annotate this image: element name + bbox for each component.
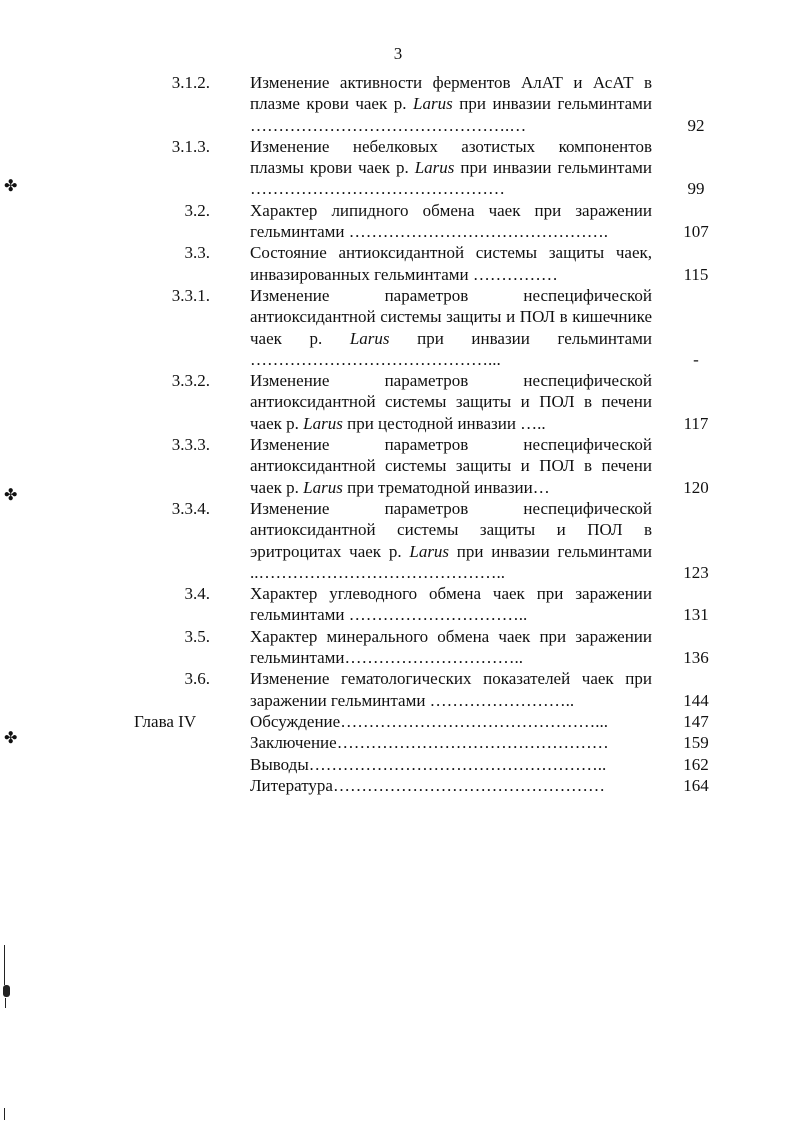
scan-edge-blot bbox=[3, 985, 10, 997]
toc-entry bbox=[0, 200, 796, 243]
toc-entry bbox=[0, 242, 796, 285]
toc-entry-title: Обсуждение………………………………………... bbox=[250, 711, 608, 731]
toc-entry bbox=[0, 732, 796, 753]
toc-entry bbox=[0, 583, 796, 626]
scan-edge-line bbox=[5, 998, 6, 1008]
toc-entry-title: Выводы…………………………………………….. bbox=[250, 754, 607, 774]
toc-entry-title: Заключение………………………………………… bbox=[250, 733, 609, 753]
toc-entry bbox=[0, 370, 796, 434]
toc-entry-number: 3.3.2. bbox=[171, 371, 210, 391]
toc-entry-number: 3.4. bbox=[184, 584, 210, 604]
toc-entry bbox=[0, 72, 796, 136]
toc-entry bbox=[0, 498, 796, 583]
toc-entry bbox=[0, 626, 796, 669]
table-of-contents bbox=[0, 72, 796, 796]
toc-entry-page: 164 bbox=[683, 775, 709, 795]
toc-entry-number: 3.1.2. bbox=[171, 73, 210, 92]
toc-entry-page: 131 bbox=[683, 605, 709, 625]
toc-entry-page: 136 bbox=[683, 648, 709, 668]
toc-entry-title: Изменение параметров неспецифической антиоксидантной системы защиты и ПОЛ в печени чаек р. Larus при трематодной инвазии… bbox=[250, 435, 652, 497]
toc-entry-number: 3.6. bbox=[184, 669, 210, 689]
toc-entry-page: 117 bbox=[683, 413, 709, 433]
toc-entry-number: 3.2. bbox=[184, 200, 210, 220]
toc-entry-page: 123 bbox=[683, 562, 709, 582]
toc-entry-page: 159 bbox=[683, 733, 709, 753]
scan-edge-line bbox=[4, 1108, 5, 1120]
toc-entry-title: Изменение активности ферментов АлАТ и АсАТ в плазме крови чаек р. Larus при инвазии гельминтами ……………………………………….… bbox=[250, 73, 652, 135]
binding-mark-icon: ✤ bbox=[4, 176, 18, 195]
toc-entry-title: Характер минерального обмена чаек при заражении гельминтами………………………….. bbox=[250, 626, 652, 668]
toc-entry-page: 107 bbox=[683, 222, 709, 242]
toc-entry-number: 3.3.1. bbox=[171, 285, 210, 305]
toc-entry-title: Изменение параметров неспецифической антиоксидантной системы защиты и ПОЛ в кишечнике чаек р. Larus при инвазии гельминтами ……………………………………... bbox=[250, 285, 652, 369]
toc-entry-title: Литература………………………………………… bbox=[250, 775, 605, 795]
toc-entry-number: 3.3.4. bbox=[171, 498, 210, 518]
toc-entry-page: - bbox=[693, 349, 699, 369]
toc-entry-page: 92 bbox=[687, 115, 705, 135]
toc-entry bbox=[0, 754, 796, 775]
toc-entry-title: Изменение небелковых азотистых компонентов плазмы крови чаек р. Larus при инвазии гельминтами ……………………………………… bbox=[250, 136, 652, 199]
toc-entry bbox=[0, 711, 796, 732]
toc-entry-title: Характер углеводного обмена чаек при заражении гельминтами ………………………….. bbox=[250, 584, 652, 625]
toc-entry-title: Изменение параметров неспецифической антиоксидантной системы защиты и ПОЛ в эритроцитах чаек р. Larus при инвазии гельминтами ..…………………………………….. bbox=[250, 498, 653, 582]
toc-entry-title: Изменение гематологических показателей чаек при заражении гельминтами …………………….. bbox=[250, 669, 652, 710]
scan-edge-line bbox=[4, 945, 5, 985]
toc-entry-page: 99 bbox=[687, 179, 705, 199]
toc-entry-number: 3.3. bbox=[184, 243, 210, 263]
toc-entry-title: Характер липидного обмена чаек при заражении гельминтами ………………………………………. bbox=[250, 200, 652, 242]
toc-chapter-label: Глава IV bbox=[134, 711, 197, 731]
toc-entry-page: 144 bbox=[683, 690, 709, 710]
toc-entry-number: 3.3.3. bbox=[171, 435, 210, 455]
toc-entry-page: 120 bbox=[683, 477, 709, 497]
page-number: 3 bbox=[393, 44, 403, 63]
toc-entry-title: Изменение параметров неспецифической антиоксидантной системы защиты и ПОЛ в печени чаек р. Larus при цестодной инвазии ….. bbox=[250, 371, 652, 433]
toc-entry bbox=[0, 285, 796, 370]
toc-entry-title: Состояние антиоксидантной системы защиты чаек, инвазированных гельминтами …………… bbox=[250, 243, 652, 284]
binding-mark-icon: ✤ bbox=[4, 485, 18, 504]
toc-entry-page: 162 bbox=[683, 754, 709, 774]
binding-mark-icon: ✤ bbox=[4, 728, 18, 747]
toc-entry-page: 147 bbox=[683, 711, 709, 731]
toc-entry bbox=[0, 775, 796, 796]
toc-entry-number: 3.5. bbox=[184, 626, 210, 646]
toc-entry bbox=[0, 668, 796, 711]
toc-entry-number: 3.1.3. bbox=[171, 136, 210, 156]
toc-entry bbox=[0, 136, 796, 200]
toc-entry-page: 115 bbox=[683, 264, 709, 284]
toc-entry bbox=[0, 434, 796, 498]
